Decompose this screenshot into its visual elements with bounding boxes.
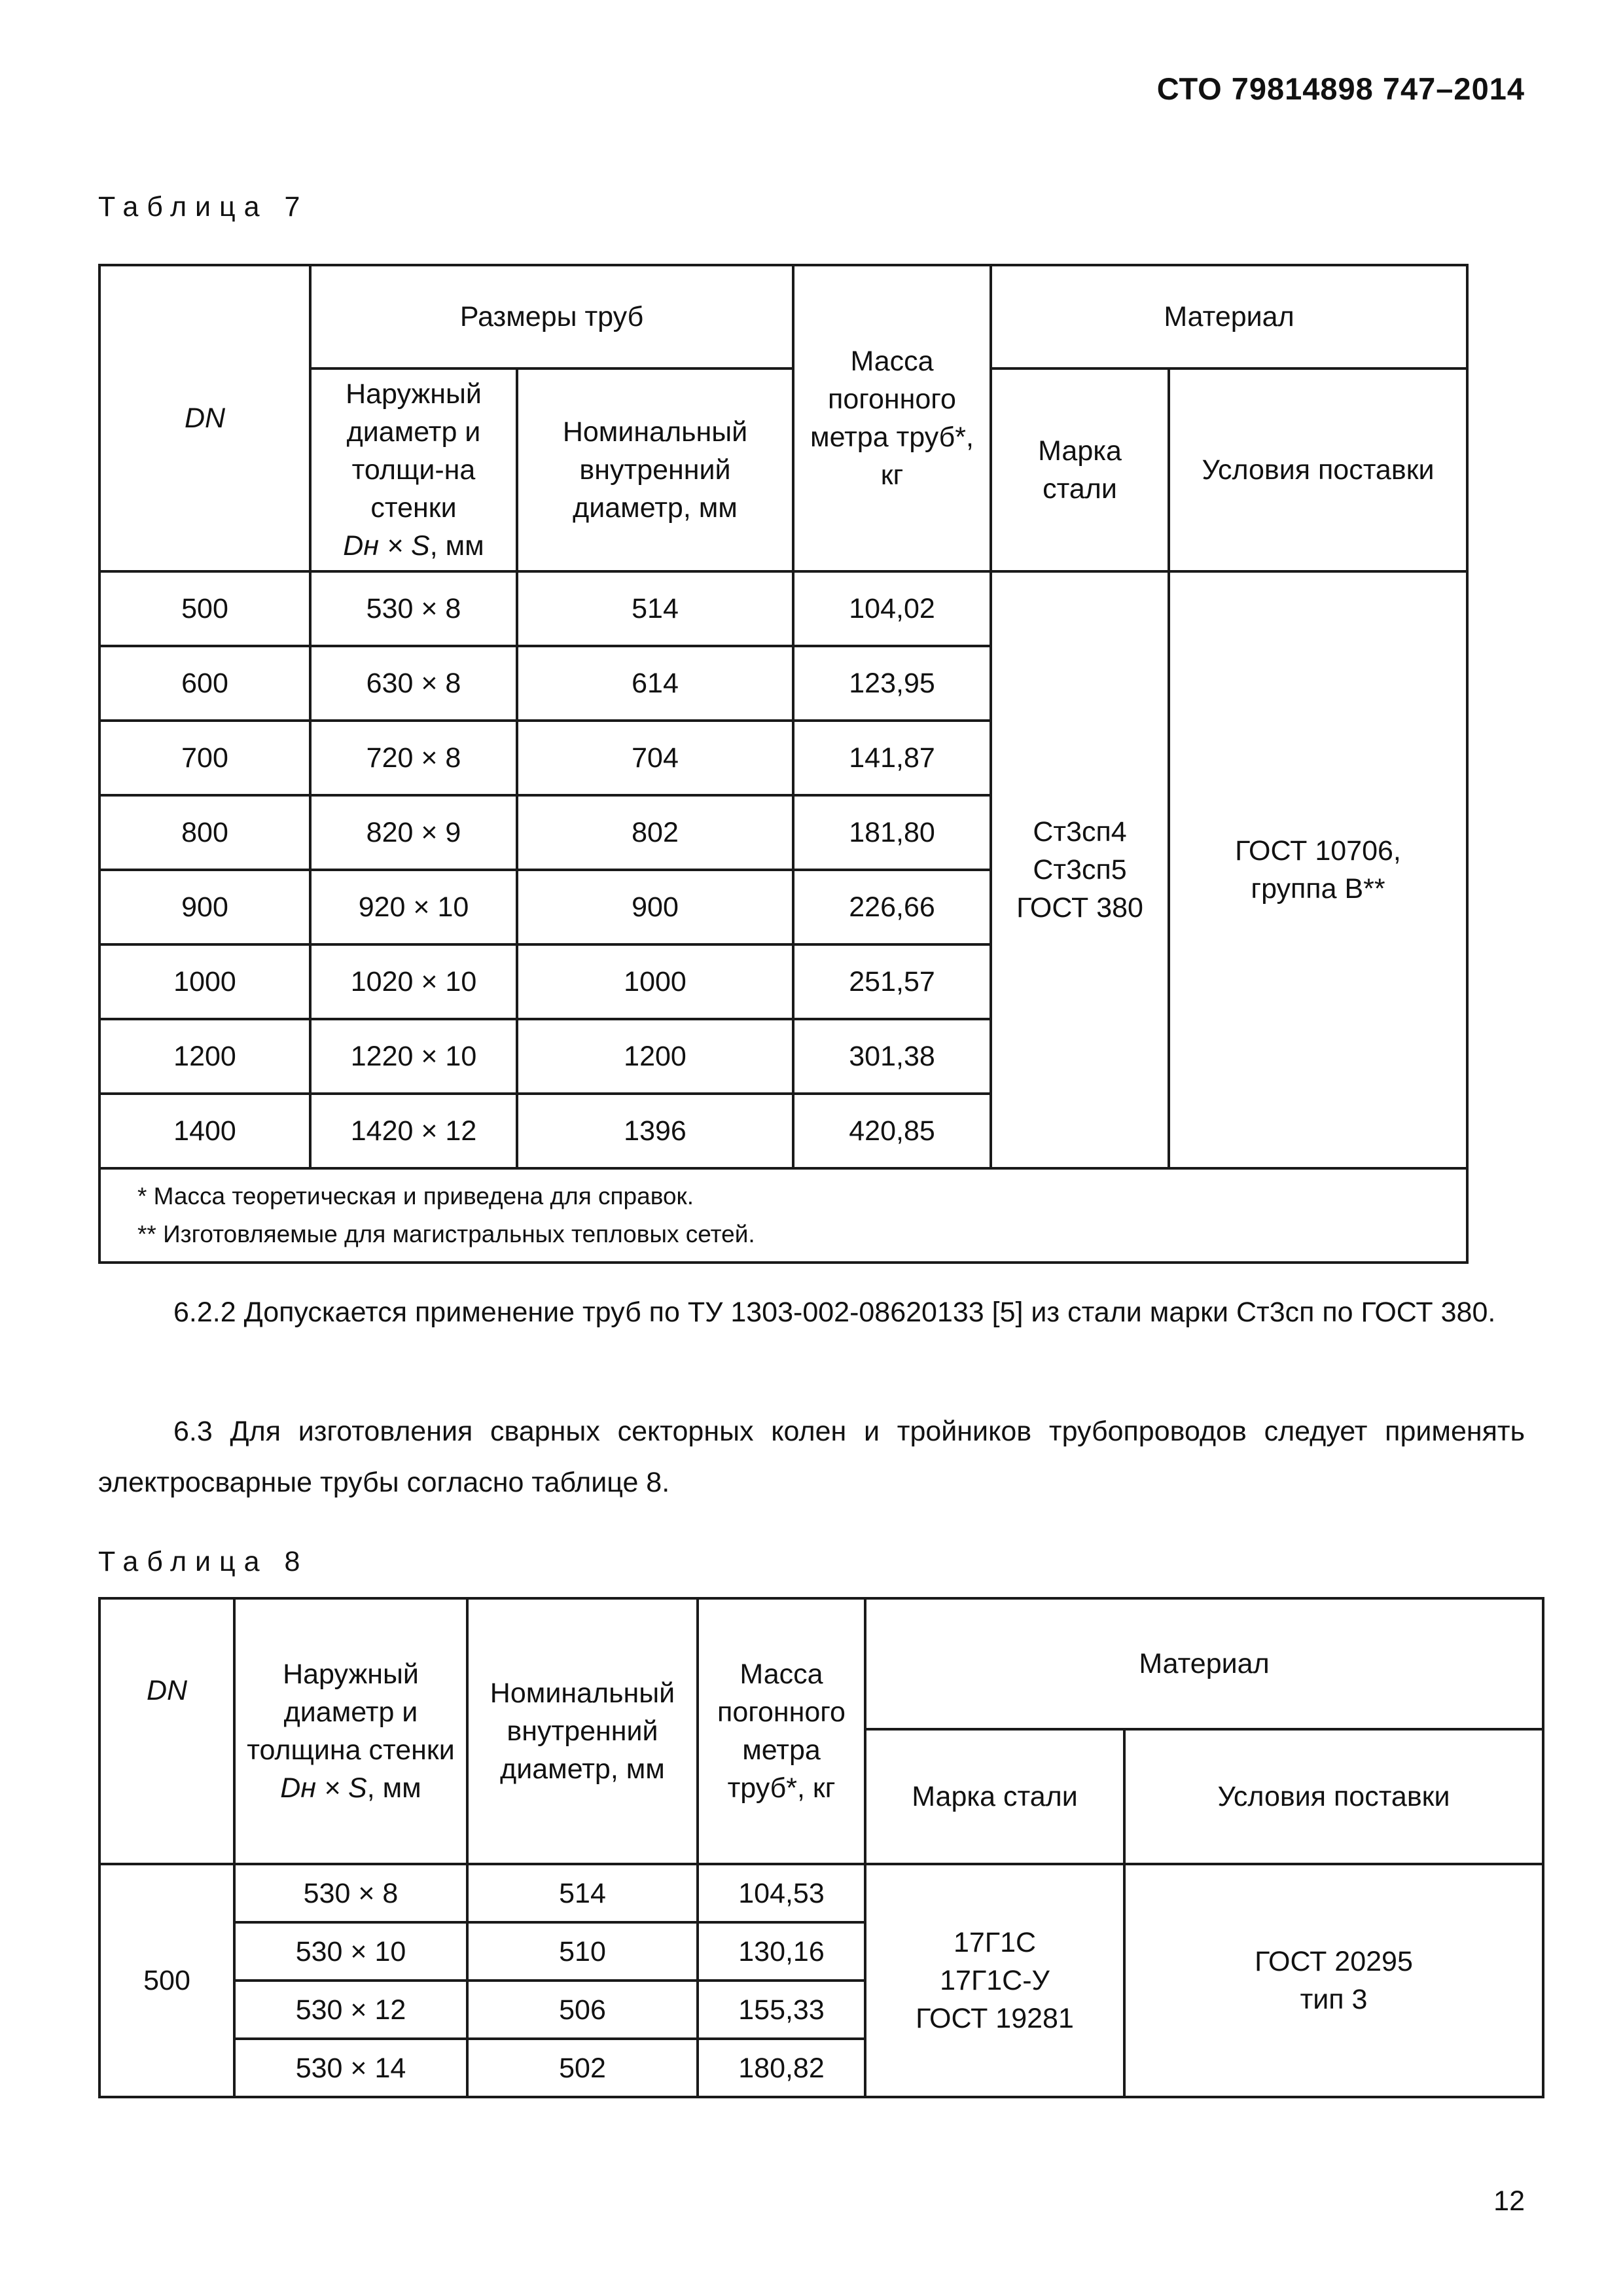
paragraph-6-2-2: 6.2.2 Допускается применение труб по ТУ 1303-002-08620133 [5] из стали марки Ст3сп по ГОСТ 380. xyxy=(173,1297,1496,1328)
t8-size: 530 × 8 xyxy=(234,1864,467,1922)
t7-dn: 1000 xyxy=(99,944,310,1019)
paragraph-6-3: 6.3 Для изготовления сварных секторных колен и тройников трубопроводов следует применять электросварные трубы согласно таблице 8. xyxy=(98,1416,1525,1498)
t8-inner: 510 xyxy=(467,1922,698,1981)
t8-header-inner: Номинальный внутренний диаметр, мм xyxy=(467,1598,698,1864)
table-8-caption: Таблица 8 xyxy=(98,1546,309,1577)
t7-size: 920 × 10 xyxy=(310,870,517,944)
t8-size: 530 × 10 xyxy=(234,1922,467,1981)
t7-mass: 301,38 xyxy=(793,1019,991,1094)
t7-mass: 123,95 xyxy=(793,646,991,721)
t8-header-material: Материал xyxy=(865,1598,1543,1729)
table-7-caption: Таблица 7 xyxy=(98,191,309,223)
t7-steel-grade: Ст3сп4 Ст3сп5 ГОСТ 380 xyxy=(991,571,1169,1168)
t7-header-supply: Условия поставки xyxy=(1169,368,1467,571)
t7-dn: 500 xyxy=(99,571,310,646)
t7-mass: 141,87 xyxy=(793,721,991,795)
t8-steel-grade: 17Г1С 17Г1С-У ГОСТ 19281 xyxy=(865,1864,1124,2097)
t7-header-mass: Масса погонного метра труб*, кг xyxy=(793,265,991,571)
t7-inner: 802 xyxy=(517,795,793,870)
t7-inner: 1396 xyxy=(517,1094,793,1168)
t7-size: 530 × 8 xyxy=(310,571,517,646)
t7-inner: 514 xyxy=(517,571,793,646)
t8-inner: 506 xyxy=(467,1981,698,2039)
t7-header-sizes: Размеры труб xyxy=(310,265,793,368)
t7-footnotes xyxy=(99,1168,1467,1263)
t7-size: 820 × 9 xyxy=(310,795,517,870)
t7-dn: 1200 xyxy=(99,1019,310,1094)
t7-dn: 600 xyxy=(99,646,310,721)
t7-mass: 181,80 xyxy=(793,795,991,870)
t8-header-steel: Марка стали xyxy=(865,1729,1124,1864)
t7-size: 1420 × 12 xyxy=(310,1094,517,1168)
t7-size: 1220 × 10 xyxy=(310,1019,517,1094)
t7-inner: 900 xyxy=(517,870,793,944)
t7-inner: 614 xyxy=(517,646,793,721)
t7-dn: 900 xyxy=(99,870,310,944)
t7-header-steel: Марка стали xyxy=(991,368,1169,571)
t7-dn: 700 xyxy=(99,721,310,795)
t7-header-material: Материал xyxy=(991,265,1467,368)
t8-mass: 130,16 xyxy=(698,1922,865,1981)
document-code: СТО 79814898 747–2014 xyxy=(1156,71,1525,106)
t8-mass: 155,33 xyxy=(698,1981,865,2039)
t8-dn: 500 xyxy=(99,1864,234,2097)
t8-inner: 514 xyxy=(467,1864,698,1922)
t7-inner: 1200 xyxy=(517,1019,793,1094)
t7-size: 720 × 8 xyxy=(310,721,517,795)
table-8 xyxy=(98,1597,1544,2098)
t7-dn: 1400 xyxy=(99,1094,310,1168)
t8-header-outer: Наружный диаметр и толщина стенки Dн × S, мм xyxy=(234,1598,467,1864)
t8-header-supply: Условия поставки xyxy=(1124,1729,1543,1864)
t7-size: 630 × 8 xyxy=(310,646,517,721)
t7-header-outer: Наружный диаметр и толщи-на стенки Dн × S, мм xyxy=(310,368,517,571)
footnote: ** Изготовляемые для магистральных тепловых сетей. xyxy=(137,1221,755,1247)
t8-size: 530 × 14 xyxy=(234,2039,467,2097)
t7-inner: 704 xyxy=(517,721,793,795)
t8-supply-conditions: ГОСТ 20295 тип 3 xyxy=(1124,1864,1543,2097)
t8-mass: 104,53 xyxy=(698,1864,865,1922)
t7-mass: 420,85 xyxy=(793,1094,991,1168)
page-number: 12 xyxy=(1493,2185,1525,2217)
t7-supply-conditions: ГОСТ 10706, группа В** xyxy=(1169,571,1467,1168)
t7-mass: 251,57 xyxy=(793,944,991,1019)
t7-dn: 800 xyxy=(99,795,310,870)
t7-inner: 1000 xyxy=(517,944,793,1019)
t8-size: 530 × 12 xyxy=(234,1981,467,2039)
table-7 xyxy=(98,264,1469,1264)
t7-mass: 104,02 xyxy=(793,571,991,646)
t8-header-dn: DN xyxy=(99,1598,234,1864)
t7-size: 1020 × 10 xyxy=(310,944,517,1019)
table-row xyxy=(99,571,1467,646)
t8-inner: 502 xyxy=(467,2039,698,2097)
table-row xyxy=(99,1864,1543,1922)
t7-header-inner: Номинальный внутренний диаметр, мм xyxy=(517,368,793,571)
footnote: * Масса теоретическая и приведена для справок. xyxy=(137,1183,694,1210)
t7-header-dn: DN xyxy=(99,265,310,571)
t8-mass: 180,82 xyxy=(698,2039,865,2097)
t8-header-mass: Масса погонного метра труб*, кг xyxy=(698,1598,865,1864)
t7-mass: 226,66 xyxy=(793,870,991,944)
